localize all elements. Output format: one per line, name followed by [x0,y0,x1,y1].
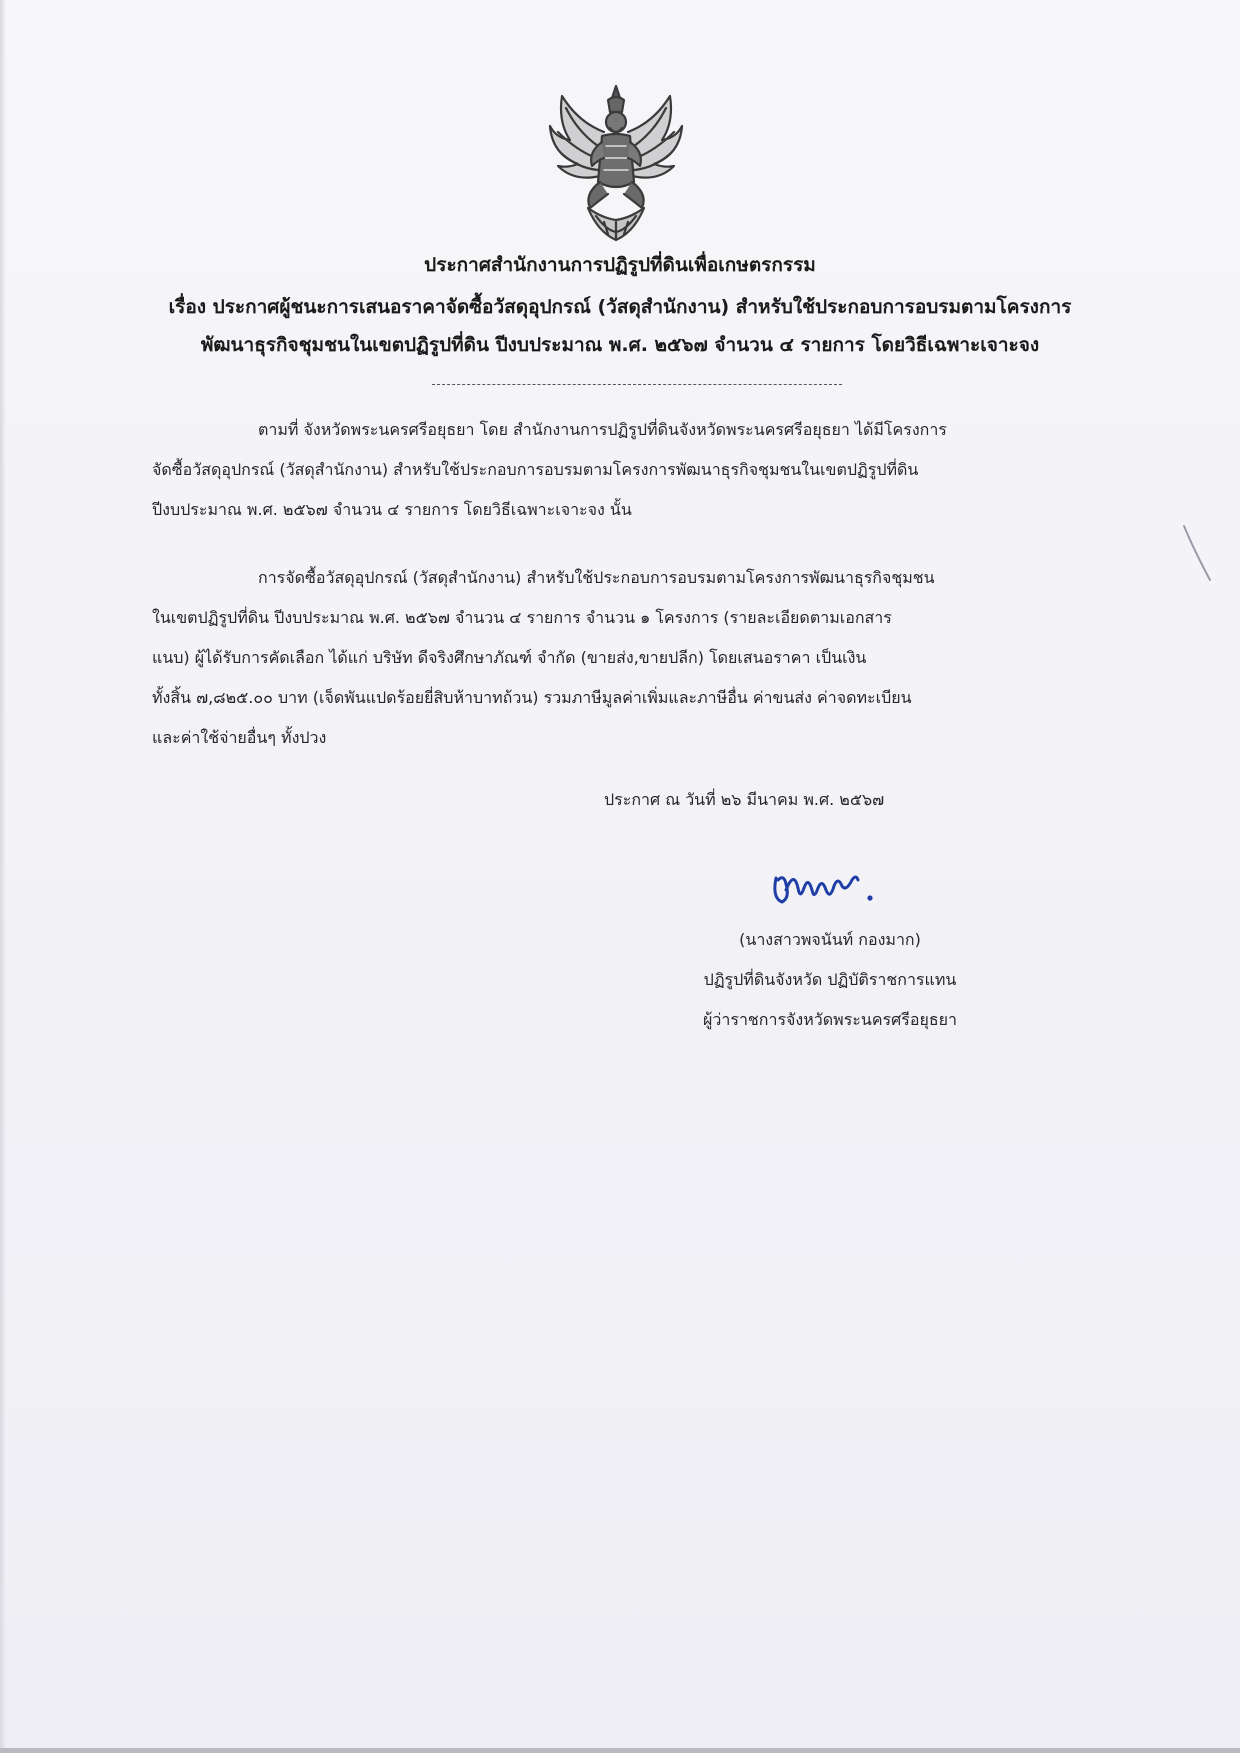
scan-mark [1180,520,1220,590]
paragraph2-line: แนบ) ผู้ได้รับการคัดเลือก ได้แก่ บริษัท ดีจริงศึกษาภัณฑ์ จำกัด (ขายส่ง,ขายปลีก) โดยเสนอราคา เป็นเงิน [152,648,867,667]
paragraph1-line: จัดซื้อวัสดุอุปกรณ์ (วัสดุสำนักงาน) สำหรับใช้ประกอบการอบรมตามโครงการพัฒนาธุรกิจชุมชนในเขตปฏิรูปที่ดิน [152,460,919,479]
paragraph2-line: และค่าใช้จ่ายอื่นๆ ทั้งปวง [152,728,327,747]
paragraph2-line: ในเขตปฏิรูปที่ดิน ปีงบประมาณ พ.ศ. ๒๕๖๗ จำนวน ๔ รายการ จำนวน ๑ โครงการ (รายละเอียดตามเอกสาร [152,608,892,627]
signatory-position-acting: ผู้ว่าราชการจังหวัดพระนครศรีอยุธยา [703,1010,957,1029]
subject-line-2: พัฒนาธุรกิจชุมชนในเขตปฏิรูปที่ดิน ปีงบประมาณ พ.ศ. ๒๕๖๗ จำนวน ๔ รายการ โดยวิธีเฉพาะเจาะจง [200,334,1040,356]
paragraph1-line: ปีงบประมาณ พ.ศ. ๒๕๖๗ จำนวน ๔ รายการ โดยวิธีเฉพาะเจาะจง นั้น [152,500,632,519]
scan-edge [0,0,6,1753]
signatory-name: (นางสาวพจนันท์ กองมาก) [739,930,921,949]
paragraph2-line: การจัดซื้อวัสดุอุปกรณ์ (วัสดุสำนักงาน) สำหรับใช้ประกอบการอบรมตามโครงการพัฒนาธุรกิจชุมชน [258,568,935,587]
garuda-emblem-icon [548,82,684,244]
signatory-position: ปฏิรูปที่ดินจังหวัด ปฏิบัติราชการแทน [703,970,957,989]
scan-edge-bottom [0,1748,1240,1753]
title-divider [432,384,842,385]
handwritten-signature [768,858,878,914]
paragraph1-line: ตามที่ จังหวัดพระนครศรีอยุธยา โดย สำนักงานการปฏิรูปที่ดินจังหวัดพระนครศรีอยุธยา ได้มีโครงการ [258,420,947,439]
announcement-date: ประกาศ ณ วันที่ ๒๖ มีนาคม พ.ศ. ๒๕๖๗ [604,790,885,809]
subject-line-1: เรื่อง ประกาศผู้ชนะการเสนอราคาจัดซื้อวัสดุอุปกรณ์ (วัสดุสำนักงาน) สำหรับใช้ประกอบการอบรมตามโครงการ [168,296,1072,318]
paragraph2-line: ทั้งสิ้น ๗,๘๒๕.๐๐ บาท (เจ็ดพันแปดร้อยยี่สิบห้าบาทถ้วน) รวมภาษีมูลค่าเพิ่มและภาษีอื่น ค่าขนส่ง ค่าจดทะเบียน [152,688,912,707]
announcement-title: ประกาศสำนักงานการปฏิรูปที่ดินเพื่อเกษตรกรรม [424,254,816,276]
